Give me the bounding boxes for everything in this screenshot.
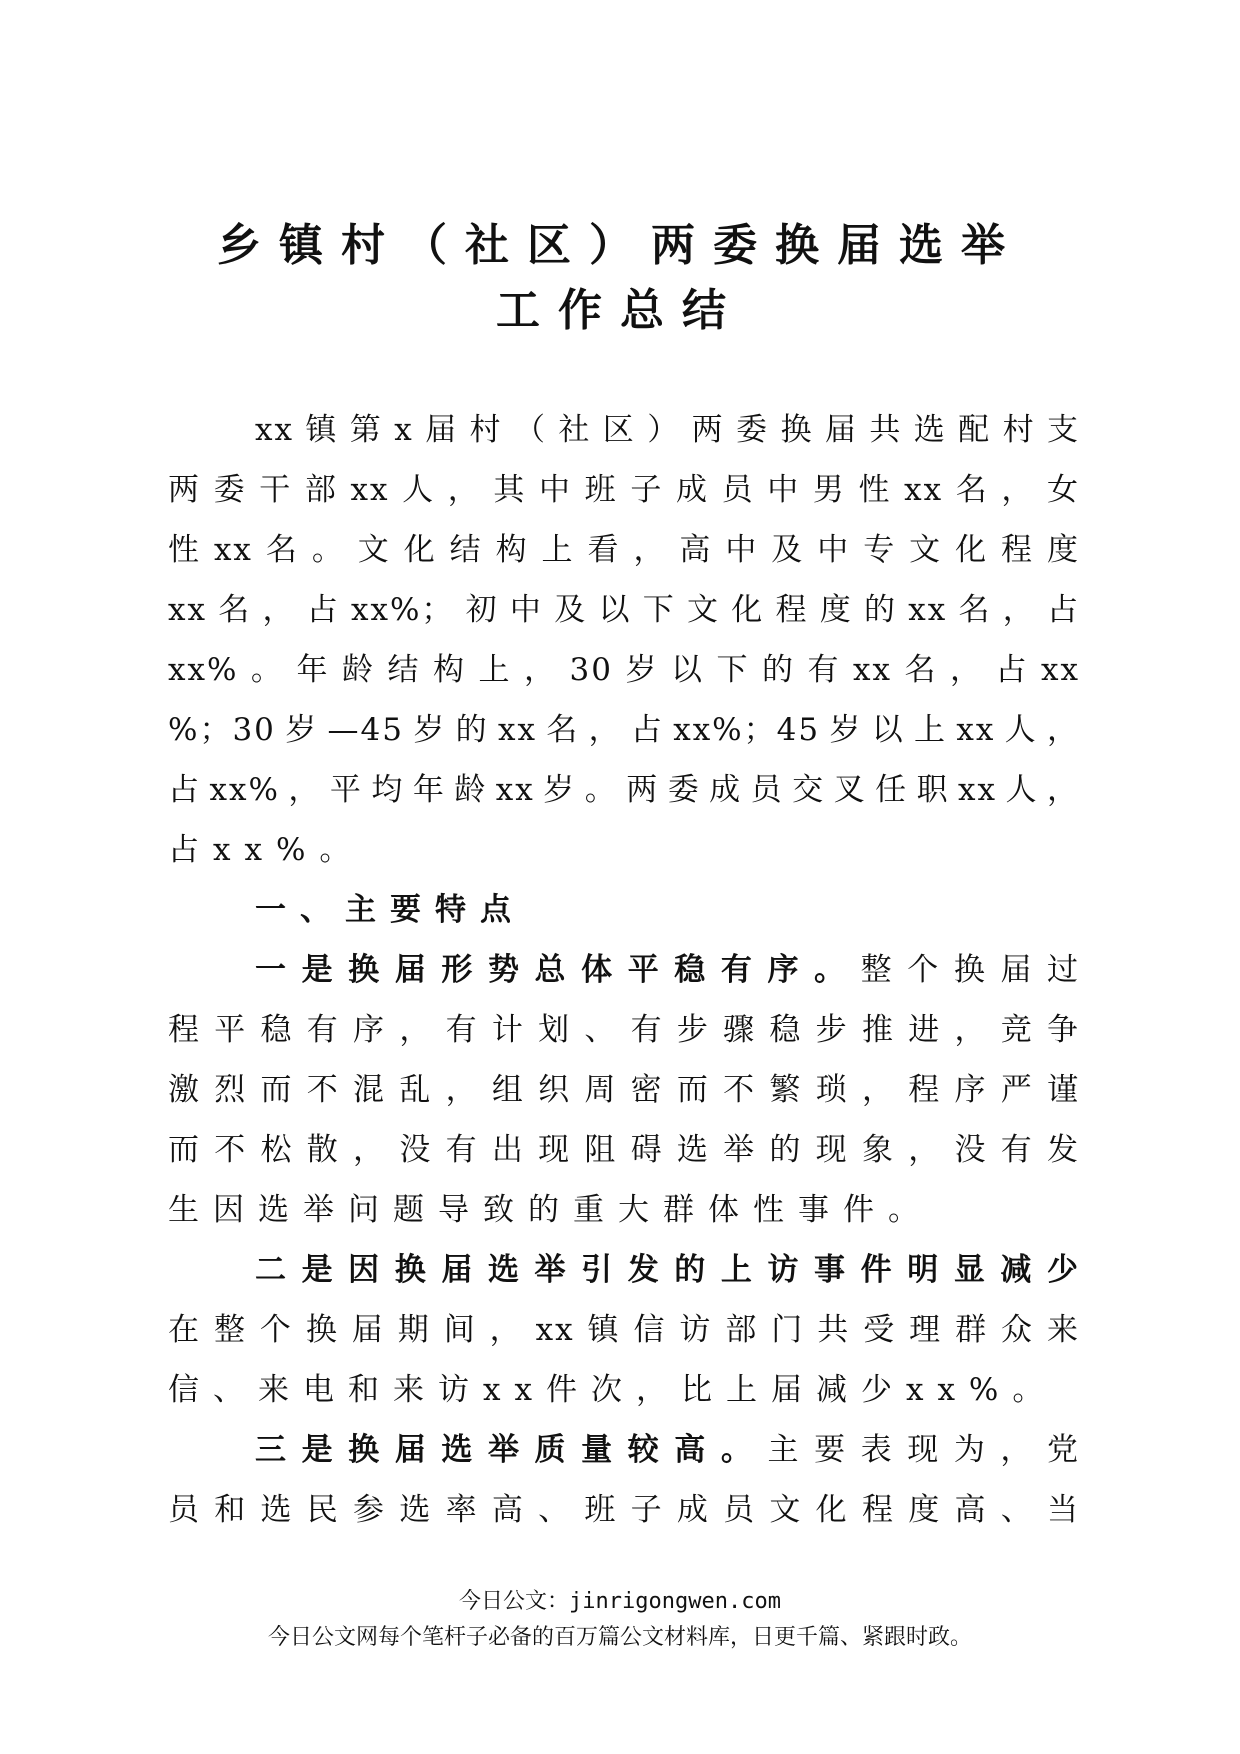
intro-line: xx名，占xx%；初中及以下文化程度的xx名，占 <box>168 592 1080 628</box>
point-1-line: 生因选举问题导致的重大群体性事件。 <box>168 1192 933 1228</box>
point-3-first-line-rest: 主要表现为，党 <box>767 1432 1081 1468</box>
section-heading: 一、主要特点 <box>255 892 525 928</box>
point-2-lead: 二是因换届选举引发的上访事件明显减少 <box>255 1252 1080 1288</box>
point-3-first-line <box>255 1420 1080 1480</box>
point-3-line: 员和选民参选率高、班子成员文化程度高、当 <box>168 1492 1080 1528</box>
footer-source-label: 今日公文： <box>459 1589 570 1614</box>
point-3-lead: 三是换届选举质量较高。 <box>255 1432 768 1468</box>
footer-source-link[interactable]: jinrigongwen.com <box>569 1589 781 1614</box>
intro-line: %；30岁—45岁的xx名，占xx%；45岁以上xx人， <box>168 712 1080 748</box>
point-2-line: 在整个换届期间，xx镇信访部门共受理群众来 <box>168 1312 1080 1348</box>
footer-slogan: 今日公文网每个笔杆子必备的百万篇公文材料库，日更千篇、紧跟时政。 <box>267 1625 972 1650</box>
footer-source <box>0 1584 1240 1615</box>
document-title-line2: 工作总结 <box>496 285 744 336</box>
point-1-line: 而不松散，没有出现阻碍选举的现象，没有发 <box>168 1132 1080 1168</box>
point-1-first-line <box>255 940 1080 1000</box>
intro-line: 占xx%。 <box>168 832 365 868</box>
intro-line: xx%。年龄结构上，30岁以下的有xx名，占xx <box>168 652 1080 688</box>
intro-line: 性xx名。文化结构上看，高中及中专文化程度 <box>168 532 1080 568</box>
intro-line: xx镇第x届村（社区）两委换届共选配村支 <box>255 412 1080 448</box>
intro-line: 占xx%，平均年龄xx岁。两委成员交叉任职xx人， <box>168 772 1080 808</box>
point-1-line: 激烈而不混乱，组织周密而不繁琐，程序严谨 <box>168 1072 1080 1108</box>
point-1-first-line-rest: 整个换届过 <box>860 952 1081 988</box>
point-1-lead: 一是换届形势总体平稳有序。 <box>255 952 861 988</box>
point-1-line: 程平稳有序，有计划、有步骤稳步推进，竞争 <box>168 1012 1080 1048</box>
point-2-line: 信、来电和来访xx件次，比上届减少xx%。 <box>168 1372 1058 1408</box>
document-title-line1: 乡镇村（社区）两委换届选举 <box>217 220 1023 271</box>
intro-line: 两委干部xx人，其中班子成员中男性xx名，女 <box>168 472 1080 508</box>
